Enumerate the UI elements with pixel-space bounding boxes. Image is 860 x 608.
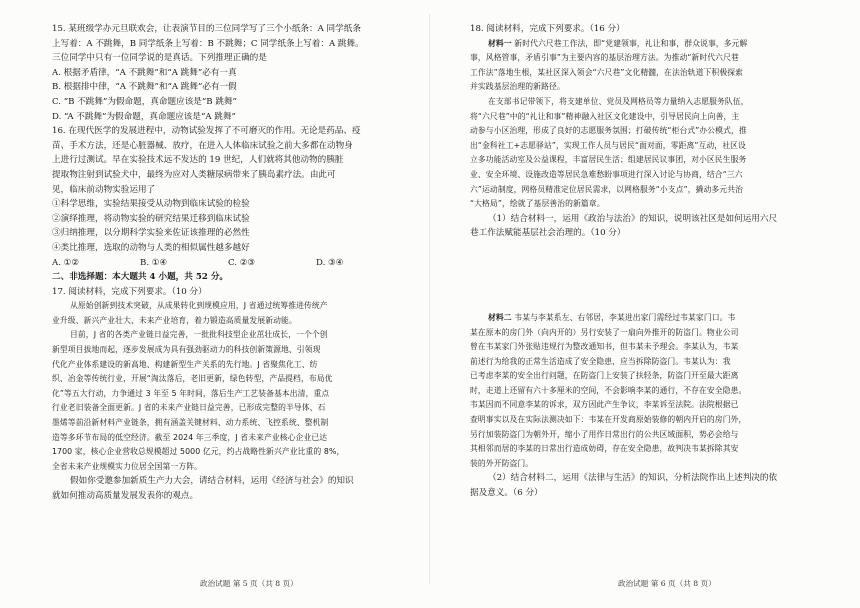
material-1-label: 材料一 [488, 38, 512, 48]
q18-task-2: 据及意义。（6 分） [470, 488, 543, 499]
page-divider [429, 14, 430, 584]
q18-material-2 [470, 311, 822, 472]
material-1-line: 将“六尺巷”中的“礼让和事”精神融入社区文化建设中，引导居民向上向善，主 [470, 111, 740, 121]
material-2-line: 韦某与李某系左、右邻居，李某进出家门需经过韦某家门口。韦 [514, 312, 736, 322]
q17-para-line: 行业老旧装备全面更新。J 省的未来产业链日益完善，已形成完整的半导体、石 [52, 403, 326, 413]
material-1-line: 并实践基层治理的新路径。 [470, 82, 565, 92]
material-2-line: 曾在韦某家门外张贴违规行为整改通知书，但韦某未予理会。李某认为，韦某 [470, 342, 739, 352]
material-1-line: 六”运动制度，网格员精准定位居民需求，以网格服务“小支点”，撬动多元共治 [470, 184, 744, 194]
q16-item: ②演绎推理，将动物实验的研究结果迁移到临床试验 [52, 213, 250, 224]
material-2-line: 前述行为给我的正常生活造成了安全隐患，应当拆除防盗门。韦某认为：我 [470, 356, 731, 366]
q15-stem-line: 三位同学中只有一位同学说的是真话。下列推理正确的是 [52, 53, 267, 64]
material-2-label: 材料二 [488, 312, 512, 322]
q17-para-line: 织、冶金等传统行业，开展“淘汰落后，老旧更新，绿色转型，产品提档，布局优 [52, 374, 333, 384]
q17-para-line: 目前，J 省的各类产业链日益完善，一批批科技型企业茁壮成长，一个个创 [70, 330, 328, 340]
q18-material-1 [470, 37, 822, 212]
material-2-line: 查明事实以及在实际法测决如下：韦某在开发商原始装修的朝内开启的房门外， [470, 415, 747, 425]
material-2-line: 另行加装防盗门为朝外开，缩小了用作日常出行的公共区域面积，势必会给与 [470, 429, 739, 439]
q16-stem-line: 提取物注射到试验犬中，最终为应对人类糖尿病带来了胰岛素疗法。由此可 [52, 169, 336, 180]
q16-item: ①科学思维，实验结果接受从动物到临床试验的检验 [52, 199, 250, 210]
material-1-line: 事，风格管事，矛盾引事”为主要内容的基层治理方法。为推动“新时代六尺巷 [470, 53, 739, 63]
q16-choice-c: C. ②③ [228, 257, 256, 268]
q16-stem-line: 上进行过测试。早在实验技术远不发达的 19 世纪，人们就将其他动物的胰脏 [52, 155, 344, 166]
question-15 [52, 22, 408, 124]
material-2-line: 某在原本的房门外（向内开的）另行安装了一扇向外推开的防盗门。物业公司 [470, 327, 739, 337]
q15-option-d: D. “A 不跳舞”为假命题，真命题应该是“A 跳舞” [52, 111, 236, 122]
material-2-line: 已考虑李某的安全出行问题，在防盗门上安装了扶轻条，防盗门开至最大距离 [470, 371, 739, 381]
q16-item: ③归纳推理，以分期科学实验来佐证该推理的必然性 [52, 228, 250, 239]
question-16 [52, 124, 408, 270]
q17-heading: 17. 阅读材料，完成下列要求。（10 分） [52, 286, 207, 297]
q17-para-line: 业升级、新兴产业壮大、未来产业培育，着力锻造高质量发展新动能。 [52, 315, 297, 325]
question-18 [470, 22, 822, 501]
q17-para-line: 全省未来产业规模实力位居全国第一方阵。 [52, 461, 203, 471]
material-1-line: 在支部书记带领下，将支建单位、党员及网格员等力量纳入志愿服务队伍， [488, 96, 749, 106]
q16-stem-line: 16. 在现代医学的发展进程中，动物试验发挥了不可磨灭的作用。无论是药品、疫 [52, 126, 361, 137]
right-page [470, 22, 822, 501]
q16-stem-line: 苗、手术方法，还是心脏器械、放疗，在进入人体临床试验之前大多都在动物身 [52, 140, 353, 151]
q17-para-line: 新型项目拔地而起，逐步发展成为具有强劲驱动力的科技创新策源地、引领现 [52, 345, 321, 355]
material-1-line: 业、安全环境、设施改造等居民急难愁盼事项进行深入讨论与协商，结合“三六 [470, 169, 743, 179]
answer-space [470, 241, 822, 311]
q16-stem-line: 见，临床前动物实验运用了 [52, 184, 156, 195]
q18-task-1: 巷工作法赋能基层社会治理的。（10 分） [470, 228, 626, 239]
q17-para-line: 1700 家，核心企业营收总规模超过 5000 亿元，约占战略性新兴产业比重的 8%， [52, 447, 345, 457]
material-2-line: 时，走道上还留有六十多厘米的空间，不会影响李某的通行，不存在安全隐患。 [470, 385, 747, 395]
q18-heading: 18. 阅读材料，完成下列要求。（16 分） [470, 24, 625, 34]
material-2-line: 装的外开防盗门。 [470, 458, 534, 468]
material-1-line: 工作法”落地生根，某社区深入领会“六尺巷”文化精髓，在法治轨道下积极探索 [470, 67, 744, 77]
page-footer-right: 政治试题 第 6 页（共 8 页） [618, 579, 716, 588]
q16-choice-b: B. ①④ [140, 257, 168, 268]
material-1-line: 动参与小区治理，形成了良好的志愿服务氛围；打破传统“柜台式”办公模式，推 [470, 126, 747, 136]
q16-choice-a: A. ①② [52, 257, 80, 268]
q17-para-line: 墨烯等前沿新材料产业链条，拥有涵盖关键材料、动力系统、飞控系统、整机制 [52, 418, 329, 428]
q15-option-c: C. “B 不跳舞”为假命题，真命题应该是“B 跳舞” [52, 96, 237, 107]
q18-task-1: （1）结合材料一，运用《政治与法治》的知识，说明该社区是如何运用六尺 [488, 213, 778, 224]
page-footer-left: 政治试题 第 5 页（共 8 页） [200, 579, 298, 588]
q17-para-line: 化”等五大行动，力争通过 3 年至 5 年时间，落后生产工艺装备基本出清，重点 [52, 388, 330, 398]
q15-option-b: B. 根据排中律，“A 不跳舞”和“A 跳舞”必有一假 [52, 82, 237, 93]
q17-para-line: 代化产业体系建设的新高地、构建新型生产关系的先行地。J 省聚焦化工、纺 [52, 359, 318, 369]
q15-option-a: A. 根据矛盾律，“A 不跳舞”和“A 跳舞”必有一真 [52, 67, 237, 78]
q18-task-2: （2）结合材料二，运用《法律与生活》的知识，分析法院作出上述判决的依 [488, 473, 778, 484]
q17-para-line: 造等多环节布局的低空经济。截至 2024 年三季度，J 省未来产业核心企业已达 [52, 432, 328, 442]
q17-task-line: 假如你受邀参加新质生产力大会，请结合材料，运用《经济与社会》的知识 [70, 476, 354, 487]
q15-stem-line: 15. 某班级学办元旦联欢会，让表演节目的三位同学写了三个小纸条：A 同学纸条 [52, 24, 361, 34]
q16-item: ④类比推理，选取的动物与人类的相似属性越多越好 [52, 242, 250, 253]
q16-choice-d: D. ③④ [316, 257, 344, 268]
material-1-line: “大格局”，绘就了基层善治的新篇章。 [470, 199, 605, 209]
q17-material [52, 299, 408, 474]
question-17 [52, 285, 408, 504]
material-1-line: 新时代六尺巷工作法，即“党建领事，礼让和事，群众说事，多元解 [514, 38, 748, 48]
left-page [52, 22, 408, 504]
material-1-line: 立多功能活动室及公益课程，丰富居民生活；组建居民议事团，对小区民生服务 [470, 155, 747, 165]
q16-choices [52, 256, 408, 271]
q15-stem-line: 上写着：A 不跳舞，B 同学纸条上写着：B 不跳舞；C 同学纸条上写着：A 跳舞。 [52, 38, 364, 49]
q17-para-line: 从原始创新到技术突破，从成果转化到规模应用，J 省通过统筹推进传统产 [70, 301, 328, 311]
q17-task-line: 就如何推动高质量发展发表你的观点。 [52, 491, 199, 501]
material-1-line: 出“金科社工+志愿驿站”，实现工作人员与居民“面对面，零距离”互动，社区设 [470, 140, 746, 150]
material-2-line: 韦某因而不同意李某的诉求，双方因此产生争议，李某诉至法院。法院根据已 [470, 400, 739, 410]
section-heading: 二、非选择题：本大题共 4 小题，共 52 分。 [52, 272, 229, 283]
material-2-line: 其相邻而居的李某的日常出行造成妨碍，存在安全隐患，故判决韦某拆除其安 [470, 444, 739, 454]
